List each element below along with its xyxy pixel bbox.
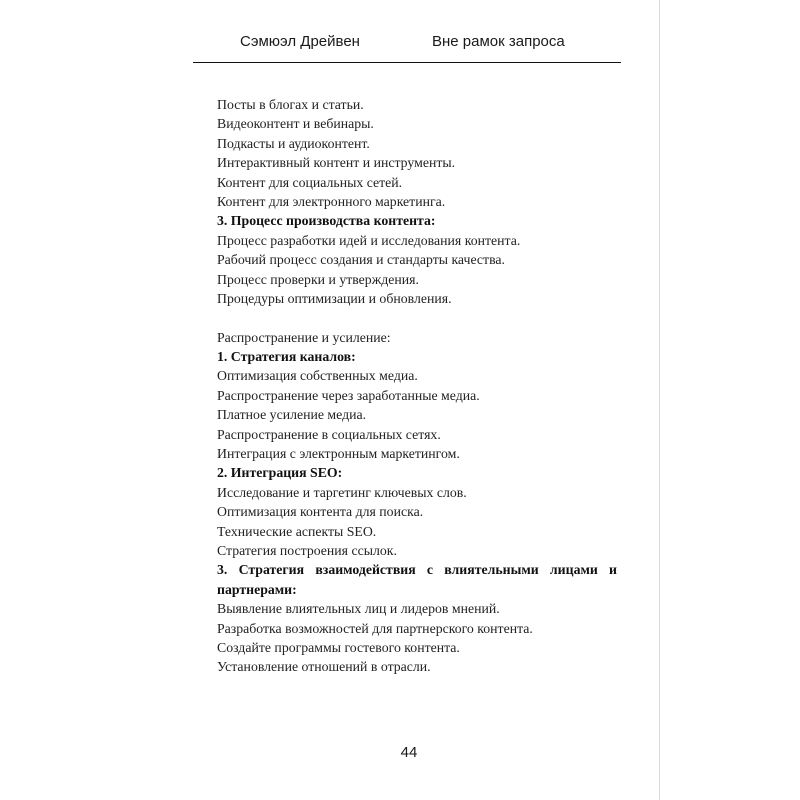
section-intro: Распространение и усиление: xyxy=(217,329,391,345)
section-heading: 2. Интеграция SEO: xyxy=(217,465,343,481)
section-heading-continued: партнерами: xyxy=(217,581,297,597)
blank-line xyxy=(217,308,617,327)
text-line: Подкасты и аудиоконтент. xyxy=(217,135,370,151)
text-line: Платное усиление медиа. xyxy=(217,407,367,423)
text-line: Контент для электронного маркетинга. xyxy=(217,193,446,209)
text-line: Установление отношений в отрасли. xyxy=(217,659,431,675)
text-line: Контент для социальных сетей. xyxy=(217,174,403,190)
text-line: Интеграция с электронным маркетингом. xyxy=(217,446,460,462)
header-book-title: Вне рамок запроса xyxy=(432,33,565,50)
text-line: Распространение в социальных сетях. xyxy=(217,426,441,442)
text-line: Процесс разработки идей и исследования контента. xyxy=(217,232,521,248)
text-line: Интерактивный контент и инструменты. xyxy=(217,155,456,171)
page-number: 44 xyxy=(400,744,418,761)
section-heading: 1. Стратегия каналов: xyxy=(217,349,356,365)
text-line: Процедуры оптимизации и обновления. xyxy=(217,290,452,306)
header-rule xyxy=(193,62,621,63)
text-line: Стратегия построения ссылок. xyxy=(217,542,397,558)
text-line: Разработка возможностей для партнерского контента. xyxy=(217,620,533,636)
text-line: Процесс проверки и утверждения. xyxy=(217,271,419,287)
page-body xyxy=(217,95,617,677)
text-line: Исследование и таргетинг ключевых слов. xyxy=(217,484,467,500)
text-line: Выявление влиятельных лиц и лидеров мнений. xyxy=(217,601,500,617)
text-line: Видеоконтент и вебинары. xyxy=(217,116,374,132)
text-line: Технические аспекты SEO. xyxy=(217,523,377,539)
text-line: Оптимизация контента для поиска. xyxy=(217,504,424,520)
section-heading: 3. Стратегия взаимодействия с влиятельными лицами и xyxy=(217,562,617,578)
text-line: Создайте программы гостевого контента. xyxy=(217,639,460,655)
text-line: Посты в блогах и статьи. xyxy=(217,97,364,112)
section-heading: 3. Процесс производства контента: xyxy=(217,213,436,229)
text-line: Распространение через заработанные медиа. xyxy=(217,387,480,403)
header-author: Сэмюэл Дрейвен xyxy=(240,33,360,50)
text-line: Рабочий процесс создания и стандарты качества. xyxy=(217,252,505,268)
text-line: Оптимизация собственных медиа. xyxy=(217,368,418,384)
